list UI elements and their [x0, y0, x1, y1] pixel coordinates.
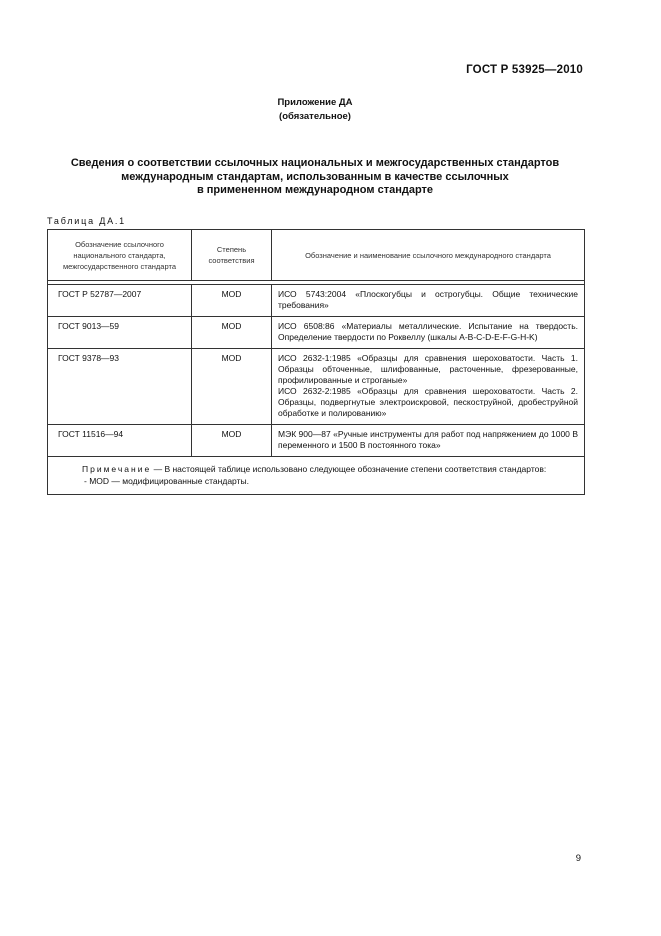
cell-national: ГОСТ 11516—94 — [48, 425, 192, 457]
title-line-2: международным стандартам, использованным в качестве ссылочных — [121, 170, 509, 183]
header-degree: Степень соответствия — [192, 230, 272, 281]
cell-national: ГОСТ 9378—93 — [48, 349, 192, 425]
title-line-3: в примененном международном стандарте — [196, 184, 434, 196]
cell-national: ГОСТ Р 52787—2007 — [48, 285, 192, 317]
table-header-row — [48, 230, 585, 281]
note-text — [58, 463, 576, 475]
appendix-heading — [0, 96, 630, 124]
page-number: 9 — [575, 853, 581, 864]
appendix-title: Приложение ДА — [277, 97, 353, 108]
note-label: Примечание — [82, 464, 152, 474]
cell-degree: MOD — [192, 317, 272, 349]
table-row — [48, 317, 585, 349]
correspondence-table-container — [47, 229, 584, 495]
table-row — [48, 425, 585, 457]
cell-degree: MOD — [192, 285, 272, 317]
cell-international — [272, 349, 585, 425]
table-caption: Таблица ДА.1 — [47, 216, 126, 226]
table-note-row — [48, 457, 585, 495]
cell-international: ИСО 5743:2004 «Плоскогубцы и острогубцы. Общие технические требования» — [272, 285, 585, 317]
table-note — [48, 457, 585, 495]
standard-designation: ГОСТ Р 53925—2010 — [466, 64, 583, 76]
cell-degree: MOD — [192, 425, 272, 457]
title-line-1: Сведения о соответствии ссылочных национальных и межгосударственных стандартов — [70, 157, 560, 169]
international-entry-2: ИСО 2632-2:1985 «Образцы для сравнения шероховатости. Часть 2. Образцы, подвергнутые электроискровой, пескоструйной, дробеструйной обработке и полированию» — [278, 386, 578, 418]
appendix-status: (обязательное) — [279, 111, 351, 122]
cell-international: ИСО 6508:86 «Материалы металлические. Испытание на твердость. Определение твердости по Роквеллу (шкалы A-B-C-D-E-F-G-H-K) — [272, 317, 585, 349]
cell-international: МЭК 900—87 «Ручные инструменты для работ под напряжением до 1000 В переменного и 1500 В постоянного тока» — [272, 425, 585, 457]
cell-national: ГОСТ 9013—59 — [48, 317, 192, 349]
document-title — [40, 157, 590, 198]
correspondence-table — [47, 229, 585, 495]
header-international-standard: Обозначение и наименование ссылочного международного стандарта — [272, 230, 585, 281]
note-item: - MOD — модифицированные стандарты. — [84, 476, 249, 486]
international-entry-1: ИСО 2632-1:1985 «Образцы для сравнения шероховатости. Часть 1. Образцы обточенные, шлифованные, расточенные, фрезерованные, профилированные и строганые» — [278, 353, 578, 385]
cell-degree: MOD — [192, 349, 272, 425]
header-national-standard: Обозначение ссылочного национального стандарта, межгосударственного стандарта — [48, 230, 192, 281]
note-body: — В настоящей таблице использовано следующее обозначение степени соответствия стандартов: — [153, 464, 547, 474]
table-row — [48, 285, 585, 317]
table-row — [48, 349, 585, 425]
